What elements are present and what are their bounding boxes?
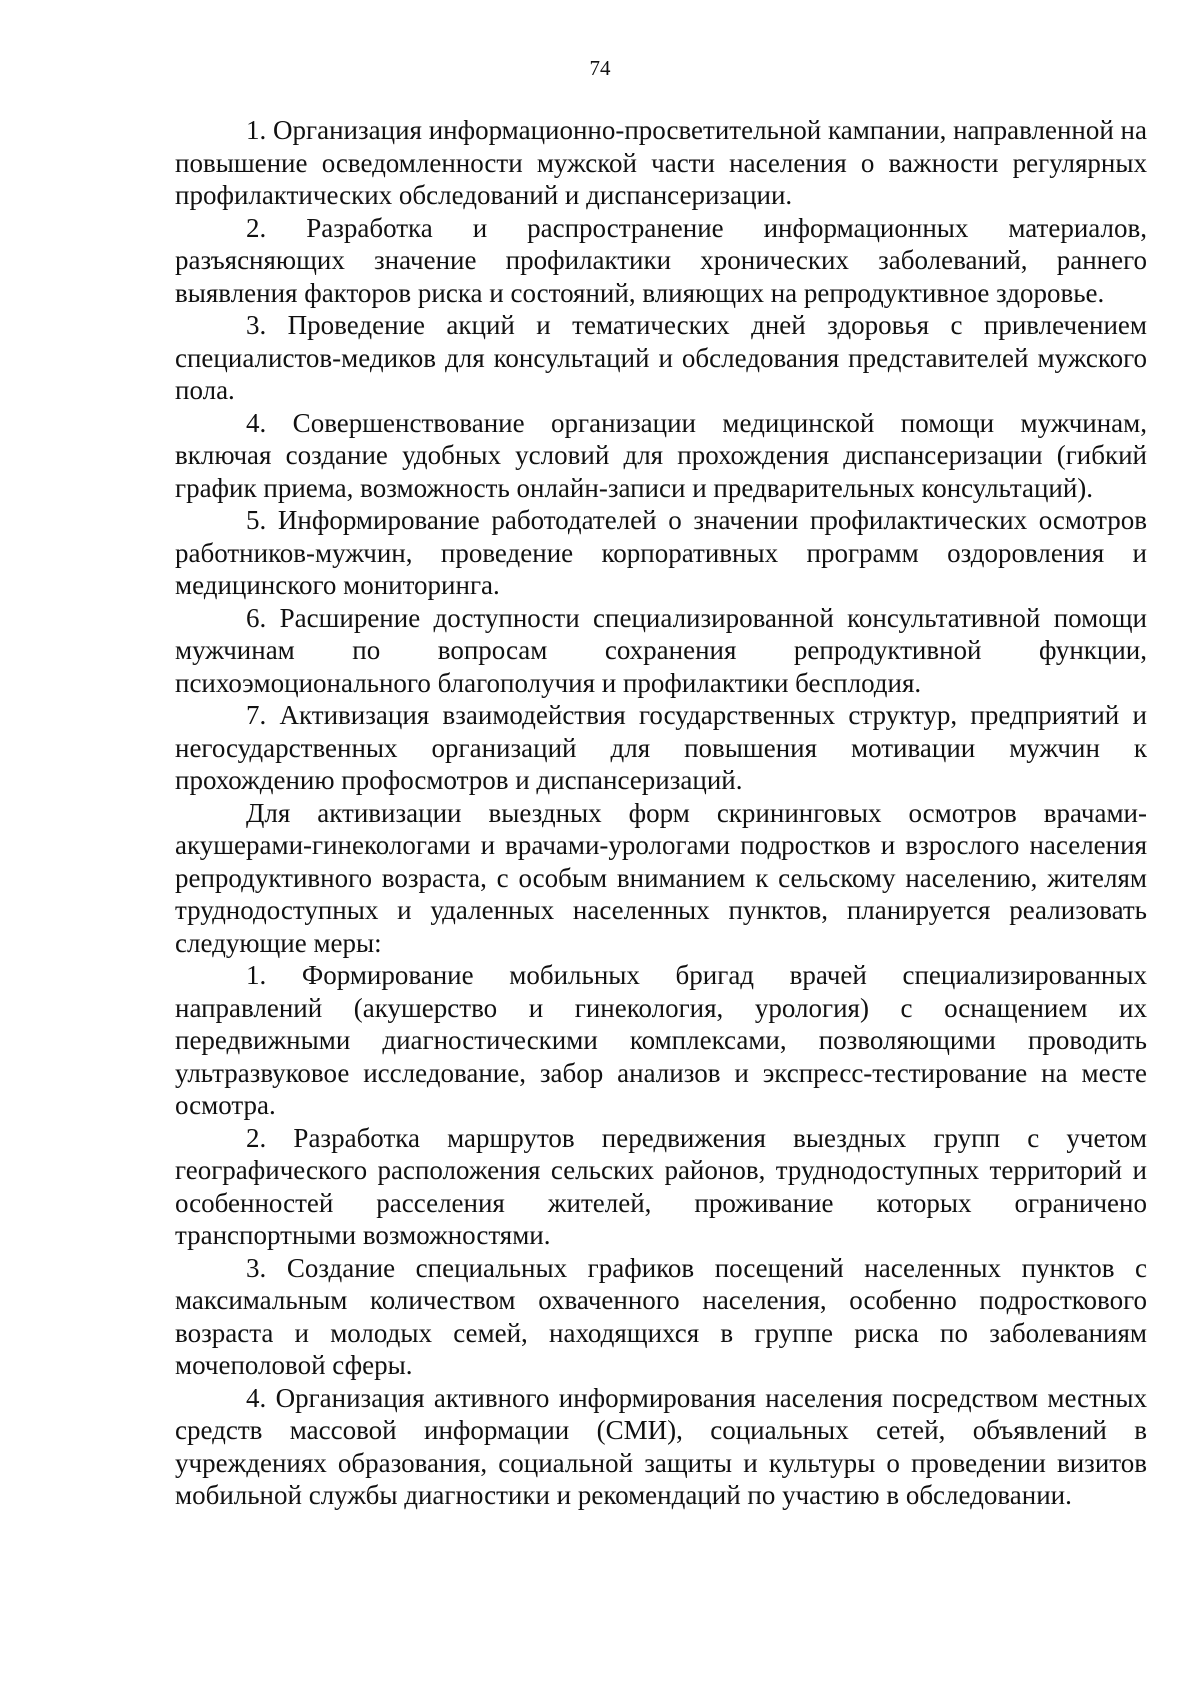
measure-item-2: 2. Разработка маршрутов передвижения выездных групп с учетом географического расположения сельских районов, труднодоступных территорий и особенностей расселения жителей, проживание которых ограничено транспортными возможностями. bbox=[175, 1122, 1147, 1250]
paragraph-item-5: 5. Информирование работодателей о значении профилактических осмотров работников-мужчин, проведение корпоративных программ оздоровления и медицинского мониторинга. bbox=[175, 505, 1147, 600]
paragraph-intro-mobile-screening: Для активизации выездных форм скрининговых осмотров врачами-акушерами-гинекологами и врачами-урологами подростков и взрослого населения репродуктивного возраста, с особым вниманием к сельскому населению, жителям труднодоступных и удаленных населенных пунктов, планируется реализовать следующие меры: bbox=[175, 797, 1147, 958]
page-number: 74 bbox=[589, 56, 611, 80]
measure-item-4: 4. Организация активного информирования населения посредством местных средств массовой информации (СМИ), социальных сетей, объявлений в учреждениях образования, социальной защиты и культуры о проведении визитов мобильной службы диагностики и рекомендаций по участию в обследовании. bbox=[175, 1382, 1147, 1510]
measure-item-3: 3. Создание специальных графиков посещений населенных пунктов с максимальным количеством охваченного населения, особенно подросткового возраста и молодых семей, находящихся в группе риска по заболеваниям мочеполовой сферы. bbox=[175, 1252, 1147, 1380]
paragraph-item-6: 6. Расширение доступности специализированной консультативной помощи мужчинам по вопросам сохранения репродуктивной функции, психоэмоционального благополучия и профилактики бесплодия. bbox=[175, 602, 1147, 698]
paragraph-item-3: 3. Проведение акций и тематических дней здоровья с привлечением специалистов-медиков для консультаций и обследования представителей мужского пола. bbox=[175, 310, 1147, 405]
document-body bbox=[175, 114, 1147, 1512]
paragraph-item-7: 7. Активизация взаимодействия государственных структур, предприятий и негосударственных организаций для повышения мотивации мужчин к прохождению профосмотров и диспансеризаций. bbox=[175, 700, 1147, 795]
measure-item-1: 1. Формирование мобильных бригад врачей специализированных направлений (акушерство и гинекология, урология) с оснащением их передвижными диагностическими комплексами, позволяющими проводить ультразвуковое исследование, забор анализов и экспресс-тестирование на месте осмотра. bbox=[175, 960, 1147, 1120]
paragraph-item-2: 2. Разработка и распространение информационных материалов, разъясняющих значение профилактики хронических заболеваний, раннего выявления факторов риска и состояний, влияющих на репродуктивное здоровье. bbox=[175, 212, 1147, 308]
paragraph-item-1: 1. Организация информационно-просветительной кампании, направленной на повышение осведомленности мужской части населения о важности регулярных профилактических обследований и диспансеризации. bbox=[175, 115, 1147, 210]
paragraph-item-4: 4. Совершенствование организации медицинской помощи мужчинам, включая создание удобных условий для прохождения диспансеризации (гибкий график приема, возможность онлайн-записи и предварительных консультаций). bbox=[175, 407, 1147, 503]
